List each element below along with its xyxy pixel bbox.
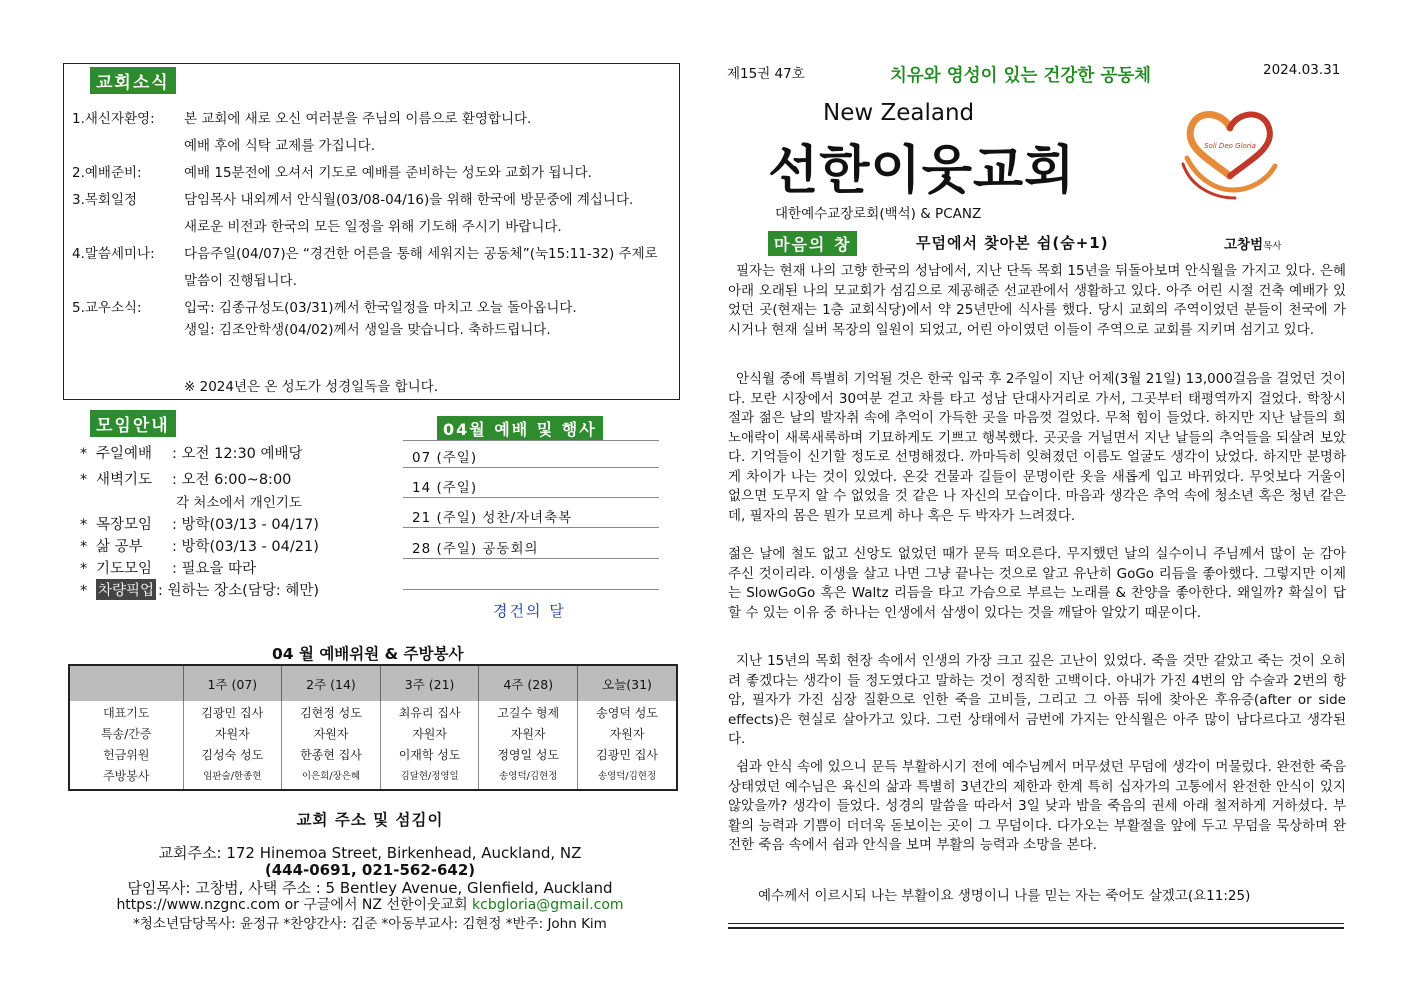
news-item-1: 1.새신자환영: xyxy=(72,111,155,127)
bulletin-date: 2024.03.31 xyxy=(1263,62,1341,78)
duty-roles: 대표기도 특송/간증 헌금위원 주방봉사 xyxy=(69,701,183,790)
news-item-1-line-1: 본 교회에 새로 오신 여러분을 주님의 이름으로 환영합니다. xyxy=(184,111,532,127)
april-events-label: 04월 예배 및 행사 xyxy=(437,416,603,441)
meeting-item-pickup: * 차량픽업 : 원하는 장소(담당: 혜만) xyxy=(80,579,319,600)
column-title: 무덤에서 찾아본 쉼(숨+1) xyxy=(916,234,1109,252)
column-author: 고창범목사 xyxy=(1224,237,1282,253)
event-divider xyxy=(403,497,659,498)
church-address: 교회주소: 172 Hinemoa Street, Birkenhead, Auckland, NZ xyxy=(158,844,582,862)
duty-header-week-4: 4주 (28) xyxy=(479,665,578,701)
duty-header-week-3: 3주 (21) xyxy=(380,665,479,701)
news-item-2: 2.예배준비: xyxy=(72,165,142,181)
volume-number: 제15권 47호 xyxy=(727,66,805,82)
column-paragraph-4: 지난 15년의 목회 현장 속에서 인생의 가장 크고 깊은 고난이 있었다. 죽을 것만 같았고 죽는 것이 오히려 좋겠다는 생각이 들 정도였다고 말하는 것이 정직한 고백이다. 아내가 가진 4번의 암 수술과 2번의 항암, 필자가 가진 심장 질환으로 인한 죽을 고비들, 그리고 그 아픔 뒤에 찾아온 후유증(after or side effects)은 현실로 살아가고 있다. 그런 상태에서 금번에 가지는 안식월은 아주 많이 남다르다고 생각된다. xyxy=(728,653,1346,747)
meeting-item-dawn-prayer-note: 각 처소에서 개인기도 xyxy=(176,495,302,511)
meeting-item-life-study: * 삶 공부 : 방학(03/13 - 04/21) xyxy=(80,539,319,555)
meeting-item-cell-group: * 목장모임 : 방학(03/13 - 04/17) xyxy=(80,517,319,533)
bible-verse: 예수께서 이르시되 나는 부활이요 생명이니 나를 믿는 자는 죽어도 살겠고(요11:25) xyxy=(758,888,1251,904)
column-paragraph-2: 안식월 중에 특별히 기억될 것은 한국 입국 후 2주일이 지난 어제(3월 21일) 13,000걸음을 걸었던 것이다. 모란 시장에서 30여분 걷고 차를 타고 성남 단대사거리로 가서, 그곳부터 태평역까지 걸었다. 학창시절과 젊은 날의 발자취 속에 추억이 가득한 곳을 마음껏 걸었다. 무척 힘이 들었다. 하지만 지난 날들의 희노애락이 새록새록하며 기묘하게도 기쁘고 행복했다. 곳곳을 거닐면서 지난 날들의 추억들을 되살려 보았다. 기억들이 신기할 정도로 선명해졌다. 까마득히 잊혀졌던 이름도 얼굴도 생각이 났었다. 하지만 분명하게 차이가 나는 것이 있었다. 온갖 건물과 길들이 문명이란 옷을 새롭게 입고 바뀌었다. 무엇보다 거울이 없으면 도무지 알 수 없었을 것 같은 나 자신의 모습이다. 마음과 생각은 추억 속에 청소년 혹은 청년 같은데, 필자의 몸은 뭔가 모르게 하나 혹은 두 박자가 느려졌다. xyxy=(728,371,1346,524)
duty-header-today: 오늘(31) xyxy=(578,665,677,701)
event-divider xyxy=(403,589,659,590)
event-item: 21 (주일) 성찬/자녀축복 xyxy=(412,510,573,526)
church-news-label: 교회소식 xyxy=(90,67,176,94)
table-row xyxy=(69,701,677,790)
duty-header-week-2: 2주 (14) xyxy=(282,665,381,701)
bible-reading-note: ※ 2024년은 온 성도가 성경일독을 합니다. xyxy=(184,379,438,395)
duty-table xyxy=(68,664,678,791)
news-item-2-line-1: 예배 15분전에 오셔서 기도로 예배를 준비하는 성도와 교회가 됩니다. xyxy=(184,165,592,181)
denomination: 대한예수교장로회(백석) & PCANZ xyxy=(775,206,982,222)
church-motto: 치유와 영성이 있는 건강한 공동체 xyxy=(890,66,1152,86)
event-item: 07 (주일) xyxy=(412,450,478,466)
meeting-item-dawn-prayer: * 새벽기도 : 오전 6:00~8:00 xyxy=(80,472,292,488)
column-paragraph-3: 젊은 날에 철도 없고 신앙도 없었던 때가 문득 떠오른다. 무지했던 날의 실수이니 주님께서 많이 눈 감아 주신 것이리라. 이생을 살고 나면 그냥 끝나는 것으로 알고 유난히 GoGo 리듬을 좋아했다. 그렇지만 이제는 SlowGoGo 혹은 Waltz 리듬을 타고 가슴으로 부르는 노래를 & 찬양을 좋아한다. 왜일까? 확실이 답할 수 있는 이유 중 하나는 인생에서 삼생이 있다는 것을 깨달아 알았기 때문이다. xyxy=(728,546,1346,621)
duty-today: 송영덕 성도 자원자 김광민 집사 송영덕/김현정 xyxy=(596,706,658,782)
duty-week-3: 최유리 집사 자원자 이재학 성도 김달현/정영일 xyxy=(380,701,479,790)
heart-hands-logo-icon xyxy=(1175,98,1285,208)
news-item-3-line-1: 담임목사 내외께서 안식월(03/08-04/16)을 위해 한국에 방문중에 계십니다. xyxy=(184,192,634,208)
bottom-rule xyxy=(728,923,1344,924)
pastor-address: 담임목사: 고창범, 사택 주소 : 5 Bentley Avenue, Glenfield, Auckland xyxy=(127,879,613,897)
meeting-item-prayer: * 기도모임 : 필요을 따라 xyxy=(80,561,257,577)
column-paragraph-1: 필자는 현재 나의 고향 한국의 성남에서, 지난 단독 목회 15년을 뒤돌아보며 안식월을 가지고 있다. 은혜 아래 오래된 나의 모교회가 섬김으로 제공해준 선교관에서 생활하고 있다. 아주 어린 시절 건축 예배가 있었던 곳(현재는 1층 교회식당)에서 약 25년만에 식사를 했다. 당시 교회의 주역이었던 분들이 천국에 가시거나 현재 실버 목장의 일원이 되었고, 어린 아이였던 이들이 주역으로 교회를 지키며 섬기고 있다. xyxy=(728,263,1346,338)
news-item-4: 4.말씀세미나: xyxy=(72,246,155,262)
event-divider xyxy=(403,558,659,559)
duty-week-1: 김광민 집사 자원자 김성숙 성도 임판술/한종현 xyxy=(183,701,282,790)
news-item-3: 3.목회일정 xyxy=(72,192,138,208)
event-item: 28 (주일) 공동회의 xyxy=(412,541,539,557)
church-name: 선한이웃교회 xyxy=(768,141,1076,201)
bottom-rule xyxy=(728,927,1344,929)
church-phone: (444-0691, 021-562-642) xyxy=(264,861,476,879)
duty-week-4: 고길수 형제 자원자 정영일 성도 송영덕/김현정 xyxy=(479,701,578,790)
address-title: 교회 주소 및 섬김이 xyxy=(296,811,444,829)
event-divider xyxy=(403,527,659,528)
duty-week-2: 김현정 성도 자원자 한종현 집사 이은희/장은혜 xyxy=(282,701,381,790)
news-item-4-line-1: 다음주일(04/07)은 “경건한 어른을 통해 세워지는 공동체”(눅15:11-32) 주제로 xyxy=(184,246,658,262)
meeting-guide-label: 모임안내 xyxy=(90,410,176,437)
logo-text: Soli Deo Gloria xyxy=(1204,142,1256,150)
meeting-item-sunday-worship: * 주일예배 : 오전 12:30 예배당 xyxy=(80,446,303,462)
duty-table-header xyxy=(69,665,677,701)
news-item-1-line-2: 예배 후에 식탁 교제를 가집니다. xyxy=(184,138,375,154)
column-label: 마음의 창 xyxy=(768,231,857,256)
news-item-5-line-1: 입국: 김종규성도(03/31)께서 한국일정을 마치고 오늘 돌아옵니다. xyxy=(184,300,577,316)
website-link[interactable]: https://www.nzgnc.com or 구글에서 NZ 선한이웃교회 xyxy=(116,897,468,913)
event-divider xyxy=(403,440,659,441)
news-item-3-line-2: 새로운 비전과 한국의 모든 일정을 위해 기도해 주시기 바랍니다. xyxy=(184,219,562,235)
country-label: New Zealand xyxy=(823,100,975,126)
news-item-5-line-2: 생일: 김조안학생(04/02)께서 생일을 맞습니다. 축하드립니다. xyxy=(184,322,551,338)
staff-list: *청소년담당목사: 윤정규 *찬양간사: 김준 *아동부교사: 김현정 *반주: John Kim xyxy=(133,916,607,932)
event-divider xyxy=(403,467,659,468)
duty-table-title: 04 월 예배위원 & 주방봉사 xyxy=(272,645,464,663)
web-contact xyxy=(0,894,740,914)
news-item-4-line-2: 말씀이 진행됩니다. xyxy=(184,273,297,289)
news-item-5: 5.교우소식: xyxy=(72,300,142,316)
column-paragraph-5: 쉼과 안식 속에 있으니 문득 부활하시기 전에 예수님께서 머무셨던 무덤에 생각이 머물렀다. 완전한 죽음 상태였던 예수님은 육신의 삶과 특별히 3년간의 제한과 한계 특히 십자가의 고통에서 완전한 안식이 있지 않았을까? 생각이 들었다. 성경의 말씀을 따라서 3일 낮과 밤을 죽음의 권세 아래 철저하게 거하셨다. 부활의 능력과 기쁨이 더더욱 돋보이는 곳이 그 무덤이다. 다가오는 부활절을 앞에 두고 무덤을 묵상하며 완전한 죽음 속에서 쉼과 안식을 보며 부활의 능력과 소망을 본다. xyxy=(728,759,1346,853)
month-theme: 경건의 달 xyxy=(493,602,566,620)
event-item: 14 (주일) xyxy=(412,480,478,496)
email-link[interactable]: kcbgloria@gmail.com xyxy=(472,897,624,913)
duty-header-week-1: 1주 (07) xyxy=(183,665,282,701)
church-news-box xyxy=(63,63,680,400)
duty-header-empty xyxy=(69,665,183,701)
